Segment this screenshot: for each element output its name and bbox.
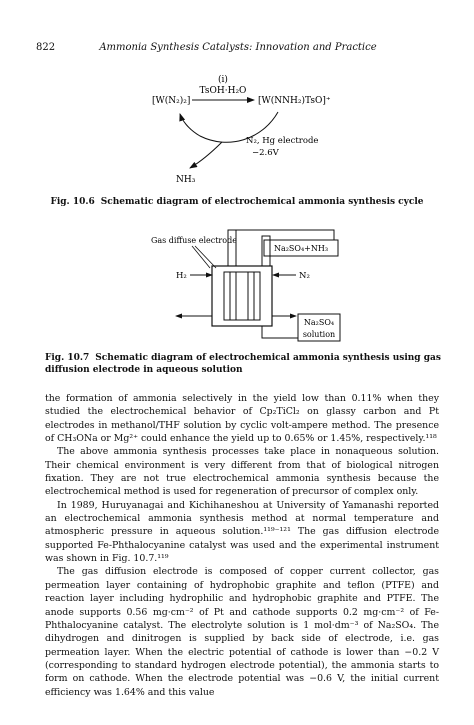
solution-label-line2: solution — [302, 330, 336, 339]
gas-electrode-leader — [195, 246, 216, 268]
paragraph: In 1989, Huruyanagai and Kichihaneshou at University of Yamanashi reported an electrochemical ammonia synthesis method at normal temperature and atmospheric pressure in aqueous solution.¹¹⁹⁻¹²¹ The gas diffusion electrode supported Fe-Phthalocyanine catalyst was used and the experimental instrument was shown in Fig. 10.7.¹¹⁹ — [45, 499, 439, 565]
figure-10-7-caption — [45, 352, 445, 376]
n2-label: N₂ — [299, 271, 310, 281]
caption-number: Fig. 10.7 — [45, 353, 90, 363]
paragraph: the formation of ammonia selectively in the yield low than 0.11% when they studied the electrochemical behavior of Cp₂TiCl₂ on glassy carbon and Pt electrodes in methanol/THF solution by cyclic volt-ampere method. The presence of CH₃ONa or Mg²⁺ could enhance the yield up to 0.65% or 1.45%, respectively.¹¹⁸ — [45, 393, 439, 445]
top-wire-right — [236, 230, 334, 240]
cell-inner — [224, 272, 260, 320]
figure-10-6-caption — [45, 196, 429, 208]
product-complex: [W(NNH₂)TsO]⁺ — [258, 96, 331, 106]
reactant-complex: [W(N₂)₂] — [152, 96, 191, 106]
ammonia-release-curve — [190, 142, 222, 168]
figure-10-7 — [0, 218, 474, 353]
gas-electrode-label: Gas diffuse electrode — [151, 236, 237, 245]
electrode-potential: −2.6V — [252, 148, 279, 158]
caption-text: Schematic diagram of electrochemical ammonia synthesis using gas diffusion electrode in aqueous solution — [45, 353, 441, 375]
solution-label-line1: Na₂SO₄ — [303, 318, 335, 327]
caption-text: Schematic diagram of electrochemical ammonia synthesis cycle — [100, 197, 424, 207]
paragraph: The above ammonia synthesis processes take place in nonaqueous solution. Their chemical environment is very different from that of biological nitrogen fixation. They are not true electrochemical ammonia synthesis because the electrochemical method is used for regeneration of precursor of complex only. — [45, 446, 439, 498]
step-label: (i) — [218, 75, 228, 85]
page-header — [36, 42, 440, 58]
page-number: 822 — [36, 42, 56, 53]
gas-electrode-leader-2 — [192, 246, 210, 268]
running-title: Ammonia Synthesis Catalysts: Innovation and Practice — [99, 42, 377, 53]
cell-outer — [212, 266, 272, 326]
paragraph: The gas diffusion electrode is composed of copper current collector, gas permeation layer containing of hydrophobic graphite and teflon (PTFE) and reaction layer including hydrophilic and hydrophobic graphite and PTFE. The anode supports 0.56 mg·cm⁻² of Pt and cathode supports 0.2 mg·cm⁻² of Fe-Phthalocyanine catalyst. The electrolyte solution is 1 mol·dm⁻³ of Na₂SO₄. The dihydrogen and dinitrogen is supplied by back side of electrode, i.e. gas permeation layer. When the electric potential of cathode is lower than −0.2 V (corresponding to standard hydrogen electrode potential), the ammonia starts to form on cathode. When the electrode potential was −0.6 V, the initial current efficiency was 1.64% and this value — [45, 566, 439, 698]
caption-number: Fig. 10.6 — [50, 197, 95, 207]
outlet-label: Na₂SO₄+NH₃ — [273, 244, 329, 253]
ammonia-product: NH₃ — [176, 175, 196, 185]
reagent-label: TsOH·H₂O — [199, 86, 247, 96]
figure-10-6 — [0, 70, 474, 205]
electrode-condition: N₂, Hg electrode — [246, 136, 319, 146]
h2-label: H₂ — [176, 271, 187, 281]
solution-feed-line — [262, 326, 298, 338]
body-text — [45, 392, 439, 699]
